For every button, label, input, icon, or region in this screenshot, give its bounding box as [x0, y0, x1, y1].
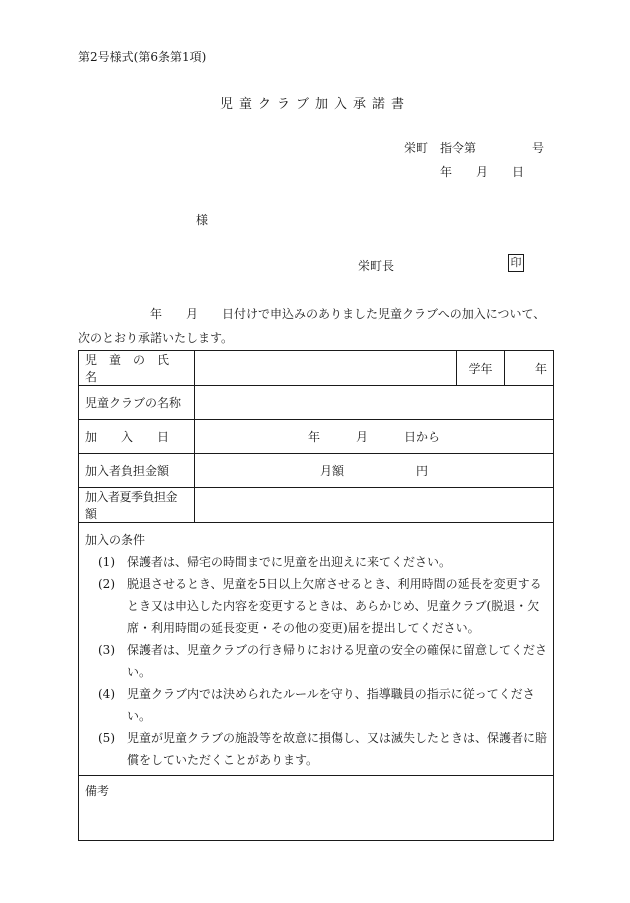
conditions-cell: [79, 523, 554, 776]
condition-number: (5): [98, 731, 115, 745]
row-summer-fee: [79, 488, 554, 523]
condition-item: [85, 551, 547, 573]
condition-item: [85, 683, 547, 727]
fee-value: 月額 円: [319, 464, 428, 478]
addressee-suffix: 様: [196, 213, 209, 227]
condition-number: (3): [98, 643, 115, 657]
condition-text: 保護者は、帰宅の時間までに児童を出迎えに来てください。: [127, 555, 452, 569]
issuer-number: [404, 139, 544, 156]
issuer-number-suffix: 号: [532, 141, 545, 155]
condition-text: 児童が児童クラブの施設等を故意に損傷し、又は滅失したときは、保護者に賠償をしていただくことがあります。: [127, 731, 548, 767]
conditions-title: 加入の条件: [85, 533, 146, 547]
issuer-number-prefix: 栄町 指令第: [404, 141, 477, 155]
condition-text: 児童クラブ内では決められたルールを守り、指導職員の指示に従ってください。: [127, 687, 535, 723]
document-title: 児童クラブ加入承諾書: [219, 97, 410, 112]
row-club-name: [79, 386, 554, 420]
grade-field[interactable]: [505, 351, 554, 386]
row-remarks: [79, 776, 554, 841]
mayor-label: 栄町長: [358, 259, 395, 273]
condition-number: (1): [98, 555, 115, 569]
approval-table: [78, 350, 554, 841]
intro-paragraph: 年 月 日付けで申込みのありました児童クラブへの加入について、次のとおり承諾いたします。: [78, 307, 546, 345]
fee-label: 加入者負担金額: [79, 454, 195, 488]
form-reference: 第2号様式(第6条第1項): [78, 50, 207, 64]
summer-fee-field[interactable]: [195, 488, 554, 523]
child-name-field[interactable]: [195, 351, 457, 386]
join-date-field[interactable]: [195, 420, 554, 454]
club-name-label: 児童クラブの名称: [79, 386, 195, 420]
condition-item: [85, 573, 547, 639]
condition-number: (4): [98, 687, 115, 701]
row-fee: [79, 454, 554, 488]
condition-item: [85, 727, 547, 771]
seal-mark: 印: [508, 254, 524, 272]
remarks-cell[interactable]: [79, 776, 554, 841]
condition-number: (2): [98, 577, 115, 591]
grade-label: 学年: [457, 351, 505, 386]
remarks-label: 備考: [85, 784, 110, 798]
join-date-value: 年 月 日から: [307, 430, 440, 444]
issue-date: [440, 163, 524, 180]
row-child-name: [79, 351, 554, 386]
issue-date-day: 日: [512, 165, 525, 179]
join-date-label: 加 入 日: [79, 420, 195, 454]
issue-date-month: 月: [476, 165, 489, 179]
issue-date-year: 年: [440, 165, 453, 179]
condition-item: [85, 639, 547, 683]
grade-unit: 年: [534, 361, 547, 376]
summer-fee-label: 加入者夏季負担金額: [79, 488, 195, 523]
row-join-date: [79, 420, 554, 454]
row-conditions: [79, 523, 554, 776]
condition-text: 保護者は、児童クラブの行き帰りにおける児童の安全の確保に留意してください。: [127, 643, 548, 679]
club-name-field[interactable]: [195, 386, 554, 420]
child-name-label: 児 童 の 氏 名: [79, 351, 195, 386]
condition-text: 脱退させるとき、児童を5日以上欠席させるとき、利用時間の延長を変更するとき又は申込した内容を変更するときは、あらかじめ、児童クラブ(脱退・欠席・利用時間の延長変更・その他の変更)届を提出してください。: [127, 577, 542, 635]
fee-field[interactable]: [195, 454, 554, 488]
